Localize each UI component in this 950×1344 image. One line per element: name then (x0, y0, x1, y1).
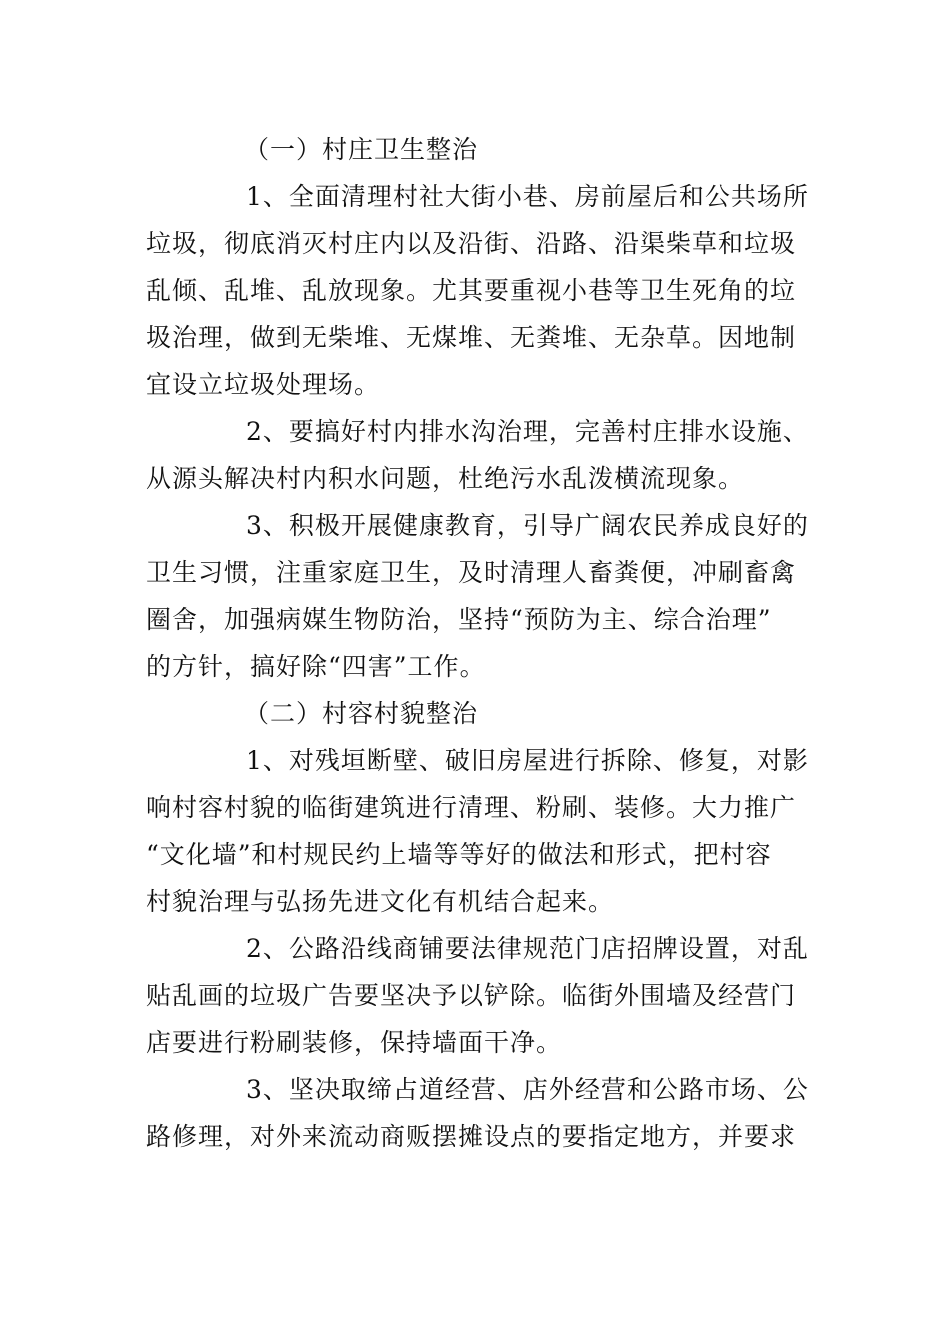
text-line: 的方针，搞好除“四害”工作。 (146, 652, 486, 681)
text-line: 2、公路沿线商铺要法律规范门店招牌设置，对乱 (246, 934, 809, 963)
text-line: “文化墙”和村规民约上墙等等好的做法和形式，把村容 (146, 840, 772, 869)
text-line: 乱倾、乱堆、乱放现象。尤其要重视小巷等卫生死角的垃 (146, 276, 797, 305)
text-line: 响村容村貌的临街建筑进行清理、粉刷、装修。大力推广 (146, 793, 797, 822)
text-line: 垃圾，彻底消灭村庄内以及沿街、沿路、沿渠柴草和垃圾 (146, 229, 797, 258)
text-line: 路修理，对外来流动商贩摆摊设点的要指定地方，并要求 (146, 1122, 797, 1151)
document-body (146, 126, 808, 1160)
paragraph-2-2 (146, 925, 808, 1066)
paragraph-2-3 (146, 1066, 808, 1160)
text-line: 村貌治理与弘扬先进文化有机结合起来。 (146, 887, 615, 916)
text-line: 1、全面清理村社大街小巷、房前屋后和公共场所 (246, 182, 809, 211)
section-heading-2: （二）村容村貌整治 (244, 699, 479, 728)
paragraph-1-1 (146, 173, 808, 408)
paragraph-1-2 (146, 408, 808, 502)
text-line: 卫生习惯，注重家庭卫生，及时清理人畜粪便，冲刷畜禽 (146, 558, 797, 587)
section-heading-1: （一）村庄卫生整治 (244, 135, 479, 164)
text-line: 店要进行粉刷装修，保持墙面干净。 (146, 1028, 563, 1057)
text-line: 1、对残垣断壁、破旧房屋进行拆除、修复，对影 (246, 746, 809, 775)
text-line: 圾治理，做到无柴堆、无煤堆、无粪堆、无杂草。因地制 (146, 323, 797, 352)
text-line: 宜设立垃圾处理场。 (146, 370, 381, 399)
text-line: 贴乱画的垃圾广告要坚决予以铲除。临街外围墙及经营门 (146, 981, 797, 1010)
text-line: 圈舍，加强病媒生物防治，坚持“预防为主、综合治理” (146, 605, 772, 634)
text-line: 3、坚决取缔占道经营、店外经营和公路市场、公 (246, 1075, 809, 1104)
paragraph-1-3 (146, 502, 808, 690)
text-line: 从源头解决村内积水问题，杜绝污水乱泼横流现象。 (146, 464, 745, 493)
text-line: 2、要搞好村内排水沟治理，完善村庄排水设施、 (246, 417, 809, 446)
paragraph-2-1 (146, 737, 808, 925)
text-line: 3、积极开展健康教育，引导广阔农民养成良好的 (246, 511, 809, 540)
